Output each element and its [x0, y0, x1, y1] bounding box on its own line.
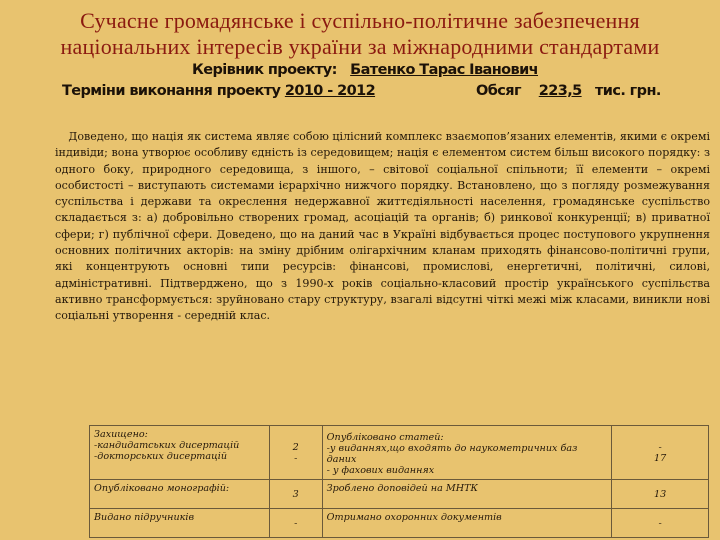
defended-values [269, 426, 322, 480]
candidate-label: -кандидатських дисертацій [94, 440, 240, 451]
reports-value: 13 [612, 480, 709, 509]
articles-scientometric-value: - [658, 441, 662, 453]
terms-label: Терміни виконання проекту [62, 83, 281, 99]
patents-value: - [612, 509, 709, 538]
project-volume-row [476, 83, 661, 99]
results-table [89, 425, 709, 538]
table-row [90, 480, 709, 509]
project-leader-row [192, 62, 538, 78]
articles-label: Опубліковано статей: [326, 432, 444, 443]
monographs-value: 3 [269, 480, 322, 509]
title-line-2: національних інтересів україни за міжнародними стандартами [60, 34, 660, 59]
volume-unit: тис. грн. [594, 83, 661, 99]
leader-name: Батенко Тарас Іванович [350, 62, 538, 78]
articles-scientometric-label: -у виданнях,що входять до наукометричних баз даних [326, 443, 578, 465]
articles-values [612, 426, 709, 480]
articles-cell [322, 426, 612, 480]
defended-label: Захищено: [94, 429, 148, 440]
project-description: Доведено, що нація як система являє собою цілісний комплекс взаємопов’язаних елементів, якими є окремі індивіди; вона утворює особливу єдність із середовищем; нація є елементом систем більш високого порядку: з одного боку, природного середовища, з іншого, – світової соціальної спільноти; її елементи – окремі особистості – виступають системами ієрархічно нижчого порядку. Встановлено, що з погляду розмежування суспільства і держави та окреслення недержавної життєдіяльності населення, громадянське суспільство складається з: а) добровільно створених громад, асоціацій та органів; б) ринкової конкуренції; в) приватної сфери; г) публічної сфери. Доведено, що на даний час в Україні відбувається процес поступового укрупнення основних політичних акторів: на зміну дрібним олігархічним кланам приходять фінансово-політичні групи, які концентрують основні типи ресурсів: фінансові, промислові, енергетичні, політичні, силові, адміністративні. Підтверджено, що з 1990-х років соціально-класовий простір українського суспільства активно трансформується: зруйновано стару структуру, взагалі відсутні чіткі межі між класами, виникли нові соціальні утворення - середній клас. [55, 130, 710, 323]
defended-cell [90, 426, 270, 480]
textbooks-label: Видано підручників [90, 509, 270, 538]
articles-professional-value: 17 [653, 452, 667, 464]
articles-professional-label: - у фахових виданнях [326, 465, 435, 476]
textbooks-value: - [269, 509, 322, 538]
volume-value: 223,5 [538, 83, 582, 99]
leader-label: Керівник проекту: [192, 62, 337, 78]
monographs-label: Опубліковано монографій: [90, 480, 270, 509]
reports-label: Зроблено доповідей на МНТК [322, 480, 612, 509]
project-terms-row [62, 83, 375, 99]
candidate-value: 2 [292, 441, 299, 453]
doctoral-value: - [294, 452, 298, 464]
doctoral-label: -докторських дисертацій [94, 451, 228, 462]
terms-value: 2010 - 2012 [284, 83, 376, 99]
title-line-1: Сучасне громадянське і суспільно-політичне забезпечення [80, 8, 640, 33]
volume-label: Обсяг [476, 83, 521, 99]
patents-label: Отримано охоронних документів [322, 509, 612, 538]
page-title [0, 8, 720, 60]
table-row [90, 509, 709, 538]
table-row [90, 426, 709, 480]
